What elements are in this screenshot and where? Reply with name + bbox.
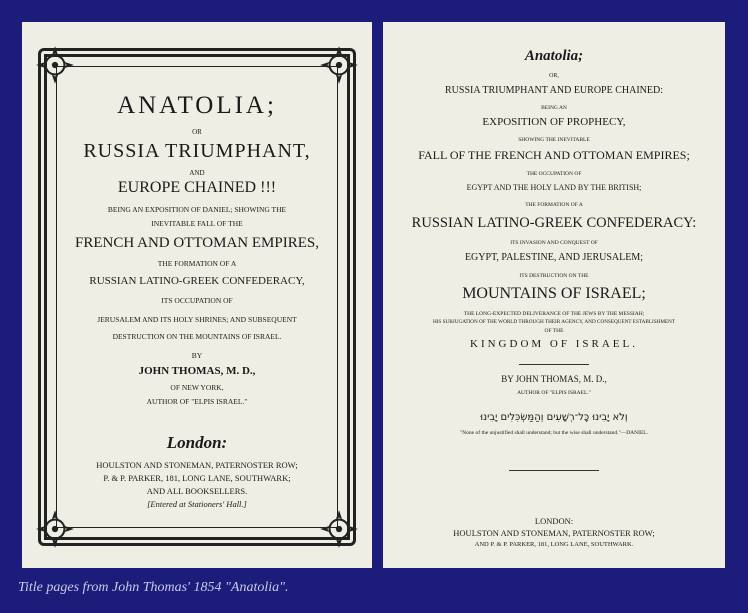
or-text: OR, (549, 73, 559, 79)
divider (509, 470, 599, 471)
title-page-right (383, 22, 725, 568)
publisher-line2: P. & P. PARKER, 181, LONG LANE, SOUTHWARK; (103, 473, 291, 483)
title-page-left (22, 22, 372, 568)
and-text: AND (189, 169, 205, 177)
floral-corner-ornament-icon (318, 508, 360, 550)
subtitle-line4: EGYPT AND THE HOLY LAND BY THE BRITISH; (466, 183, 642, 192)
subtitle-line3: FRENCH AND OTTOMAN EMPIRES, (75, 235, 319, 251)
formation-text: THE FORMATION OF A (525, 202, 583, 208)
subtitle-line1: RUSSIA TRIUMPHANT AND EUROPE CHAINED: (445, 85, 663, 96)
author-name: BY JOHN THOMAS, M. D., (501, 374, 607, 384)
floral-corner-ornament-icon (34, 508, 76, 550)
being-text: BEING AN (541, 105, 567, 111)
description-line3: OF THE (544, 328, 564, 334)
entered-note: [Entered at Stationers' Hall.] (147, 499, 247, 509)
occupation-text: THE OCCUPATION OF (526, 171, 582, 177)
publisher-city: LONDON: (534, 516, 574, 526)
author-of: AUTHOR OF "ELPIS ISRAEL." (146, 397, 248, 406)
divider (519, 364, 589, 365)
subtitle-line4: RUSSIAN LATINO-GREEK CONFEDERACY, (89, 275, 305, 287)
by-text: BY (191, 351, 203, 360)
description-line2: HIS SUBJUGATION OF THE WORLD THROUGH THEIR AGENCY, AND CONSEQUENT ESTABLISHMENT (432, 319, 676, 325)
publisher-line1: HOULSTON AND STONEMAN, PATERNOSTER ROW; (96, 460, 298, 470)
book-title: ANATOLIA; (117, 92, 277, 119)
subtitle-line7: MOUNTAINS OF ISRAEL; (462, 285, 646, 302)
subtitle-line2: EUROPE CHAINED !!! (117, 179, 277, 196)
publisher-line2: AND P. & P. PARKER, 181, LONG LANE, SOUTHWARK. (474, 541, 634, 548)
description-line5: JERUSALEM AND ITS HOLY SHRINES; AND SUBSEQUENT (97, 315, 297, 324)
floral-corner-ornament-icon (34, 44, 76, 86)
invasion-text: ITS INVASION AND CONQUEST OF (510, 240, 598, 246)
image-caption: Title pages from John Thomas' 1854 "Anatolia". (18, 580, 289, 595)
description-line6: DESTRUCTION ON THE MOUNTAINS OF ISRAEL. (112, 332, 282, 341)
subtitle-line6: EGYPT, PALESTINE, AND JERUSALEM; (464, 252, 644, 263)
description-line4: ITS OCCUPATION OF (161, 296, 233, 305)
description-line3: THE FORMATION OF A (157, 259, 237, 268)
subtitle-line2: EXPOSITION OF PROPHECY, (482, 116, 626, 128)
daniel-quote: "None of the unjustified shall understand; but the wise shall understand."—DANIEL. (459, 430, 649, 436)
publisher-city: London: (166, 433, 228, 452)
subtitle-line3: FALL OF THE FRENCH AND OTTOMAN EMPIRES; (418, 148, 690, 162)
description-line1: THE LONG-EXPECTED DELIVERANCE OF THE JEWS BY THE MESSIAH; (463, 311, 645, 317)
book-title: Anatolia; (524, 48, 584, 64)
description-line1: BEING AN EXPOSITION OF DANIEL; SHOWING THE (107, 205, 287, 214)
publisher-line3: AND ALL BOOKSELLERS. (146, 486, 248, 496)
subtitle-line1: RUSSIA TRIUMPHANT, (83, 140, 311, 162)
author-name: JOHN THOMAS, M. D., (138, 365, 256, 377)
author-of: AUTHOR OF "ELPIS ISRAEL." (517, 390, 591, 396)
or-text: OR (192, 128, 202, 136)
description-line2: INEVITABLE FALL OF THE (151, 219, 243, 228)
hebrew-quote: וְלֹא יָבִינוּ כָּל־רְשָׁעִים וְהַמַּשְׂכִּלִים יָבִינוּ (480, 412, 628, 423)
subtitle-line5: RUSSIAN LATINO-GREEK CONFEDERACY: (411, 215, 697, 231)
showing-text: SHOWING THE INEVITABLE (518, 137, 590, 143)
publisher-line1: HOULSTON AND STONEMAN, PATERNOSTER ROW; (453, 528, 655, 538)
author-place: OF NEW YORK, (170, 383, 224, 392)
destruction-text: ITS DESTRUCTION ON THE (519, 273, 589, 279)
subtitle-line8: KINGDOM OF ISRAEL. (470, 338, 638, 350)
floral-corner-ornament-icon (318, 44, 360, 86)
